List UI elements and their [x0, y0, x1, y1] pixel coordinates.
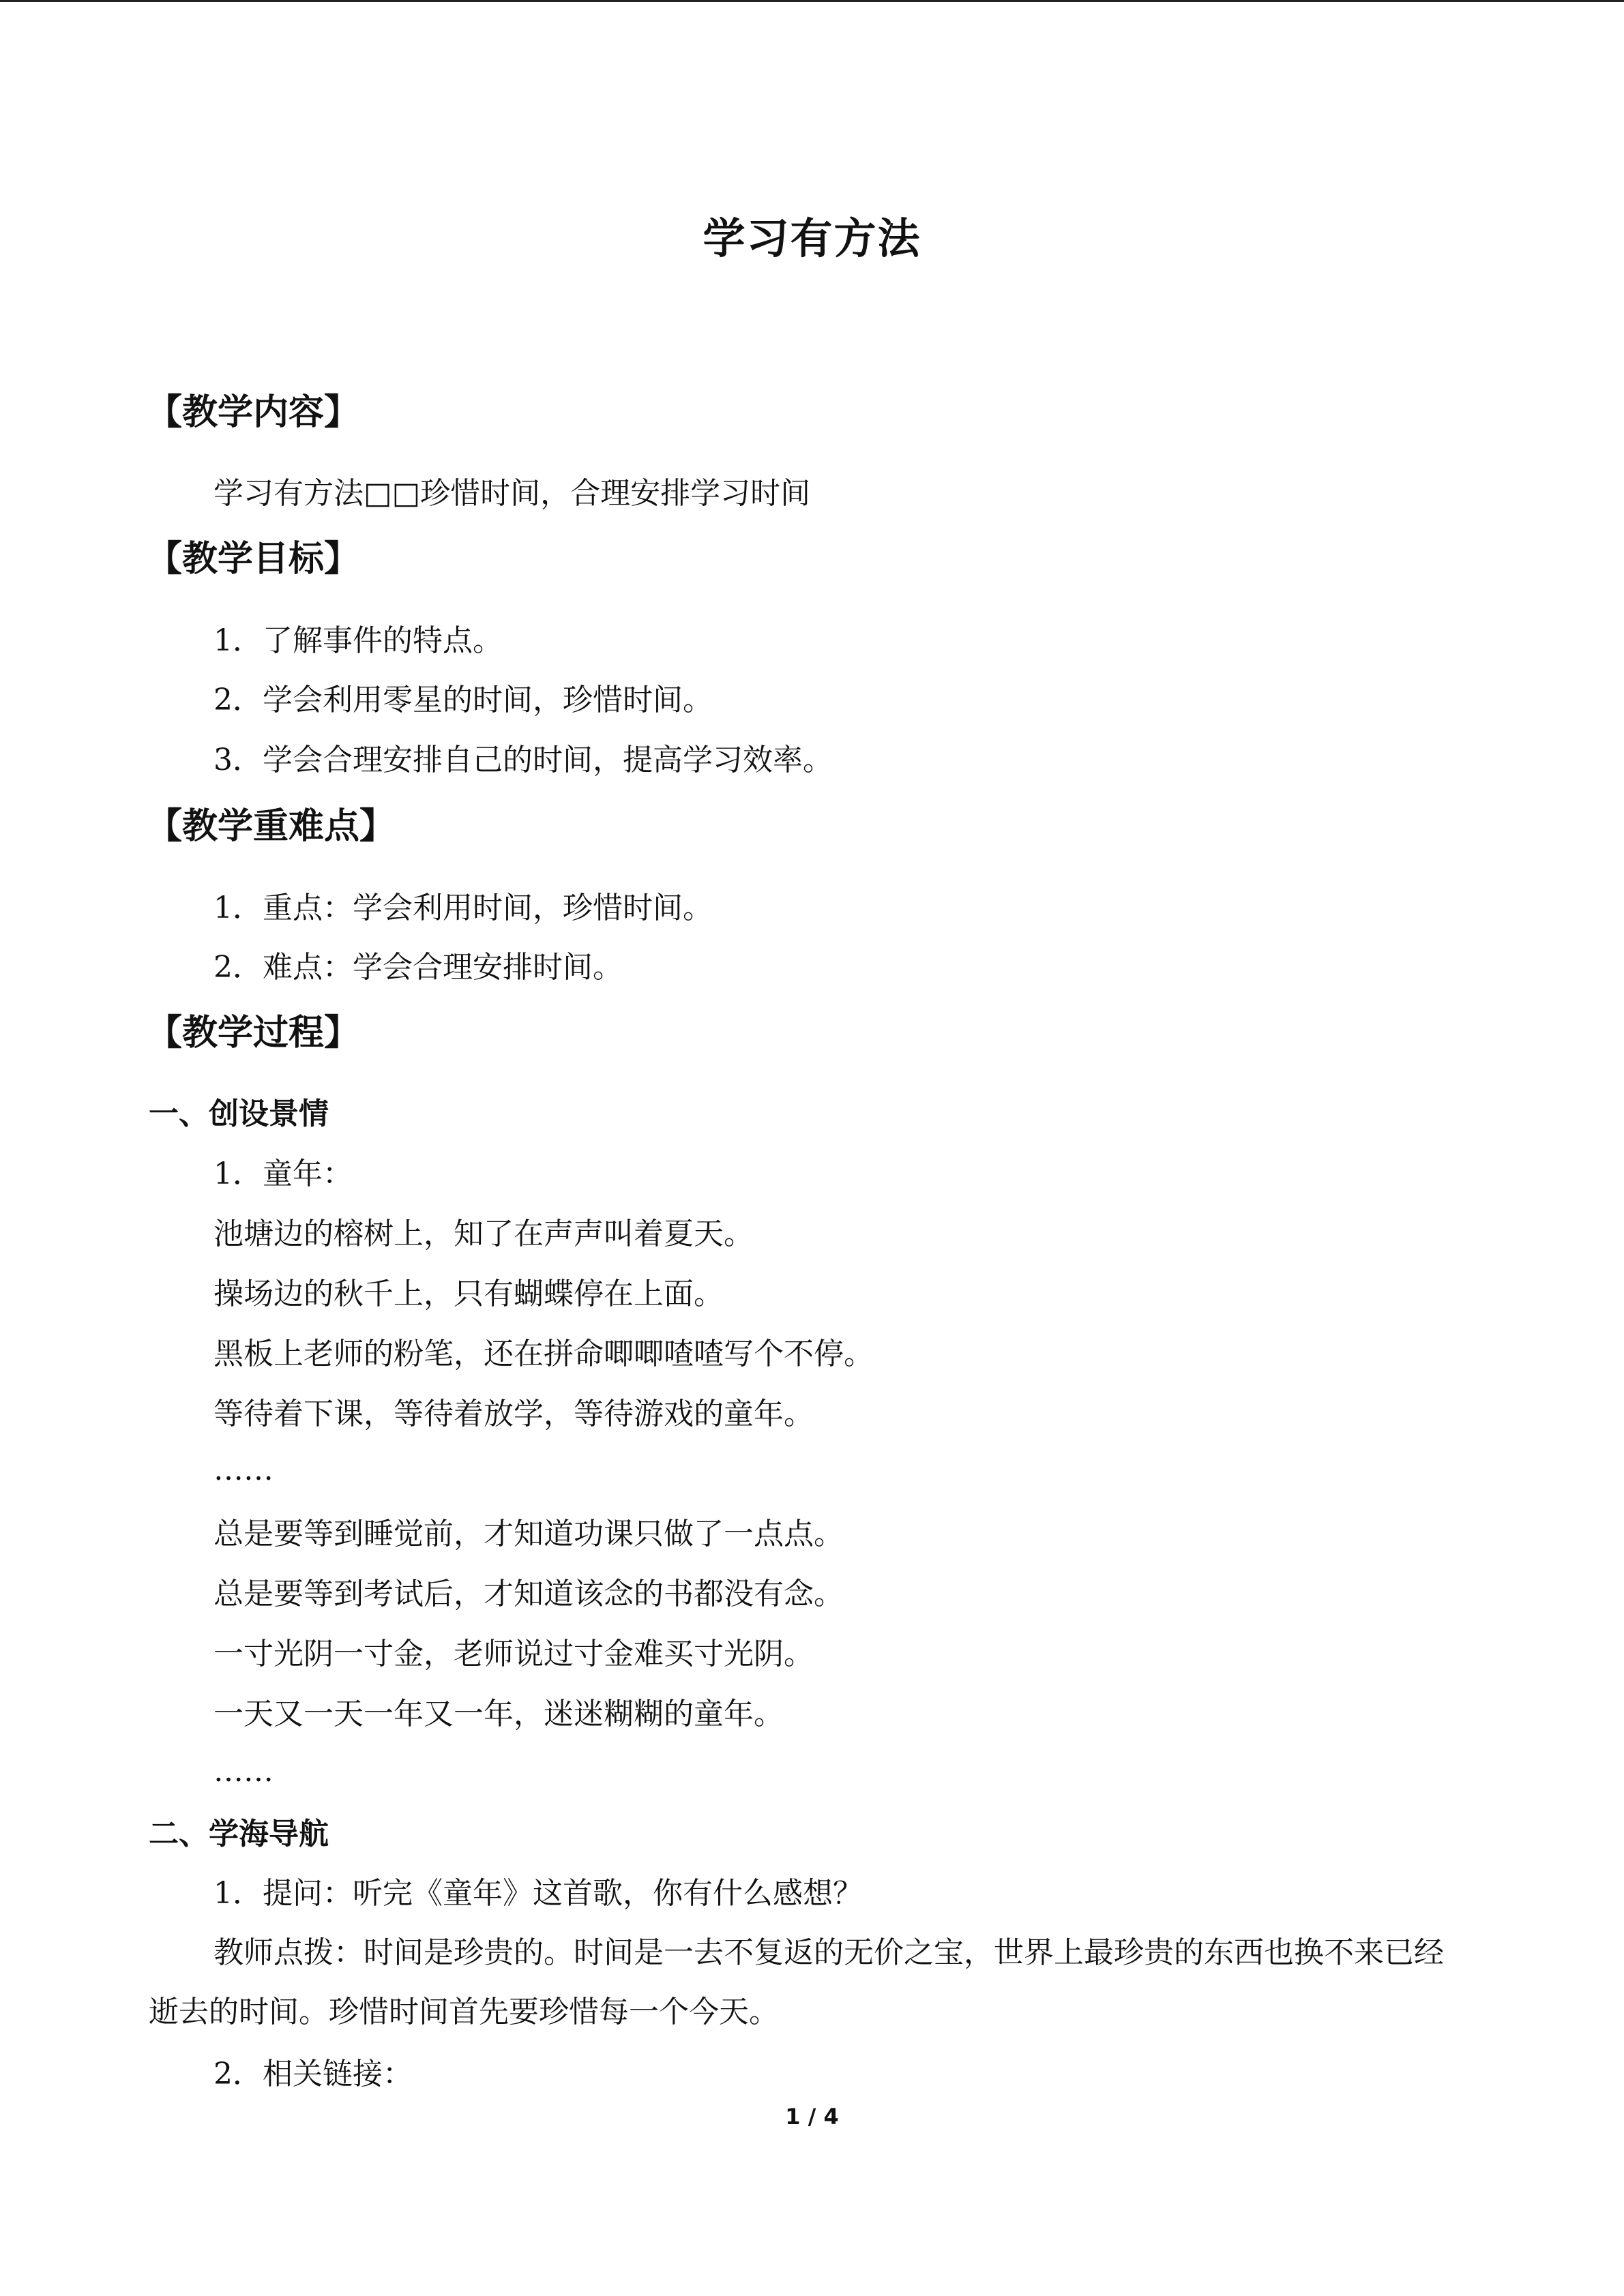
section-heading-process: 【教学过程】: [147, 1013, 360, 1054]
poem-ellipsis-1: ……: [213, 1452, 274, 1487]
poem-line-6: 总是要等到睡觉前，才知道功课只做了一点点。: [213, 1517, 844, 1551]
poem-line-7: 总是要等到考试后，才知道该念的书都没有念。: [213, 1577, 844, 1611]
section-heading-content: 【教学内容】: [147, 392, 360, 433]
section-heading-key-points: 【教学重难点】: [147, 806, 396, 847]
process-part1-heading: 一、创设景情: [149, 1097, 329, 1131]
poem-line-2: 池塘边的榕树上，知了在声声叫着夏天。: [213, 1217, 754, 1251]
poem-ellipsis-2: ……: [213, 1754, 274, 1789]
poem-line-9: 一天又一天一年又一年，迷迷糊糊的童年。: [213, 1697, 784, 1731]
related-links-line: 2．相关链接：: [213, 2057, 413, 2091]
process-part2-heading: 二、学海导航: [149, 1817, 329, 1851]
content-text: 学习有方法□□珍惜时间，合理安排学习时间: [213, 476, 811, 511]
poem-line-1: 1．童年：: [213, 1157, 353, 1191]
poem-line-3: 操场边的秋千上，只有蝴蝶停在上面。: [213, 1277, 724, 1311]
key-point-item-1: 1．重点：学会利用时间，珍惜时间。: [213, 891, 713, 925]
poem-line-4: 黑板上老师的粉笔，还在拼命唧唧喳喳写个不停。: [213, 1337, 874, 1371]
section-heading-goals: 【教学目标】: [147, 539, 360, 580]
teacher-note-paragraph: 教师点拨：时间是珍贵的。时间是一去不复返的无价之宝，世界上最珍贵的东西也换不来已经逝去的时间。珍惜时间首先要珍惜每一个今天。: [149, 1935, 1444, 2029]
document-title: 学习有方法: [703, 213, 921, 263]
poem-line-8: 一寸光阴一寸金，老师说过寸金难买寸光阴。: [213, 1637, 814, 1671]
poem-line-5: 等待着下课，等待着放学，等待游戏的童年。: [213, 1397, 814, 1431]
goal-item-1: 1．了解事件的特点。: [213, 623, 503, 658]
goal-item-3: 3．学会合理安排自己的时间，提高学习效率。: [213, 743, 833, 777]
page-number: 1 / 4: [785, 2104, 839, 2130]
goal-item-2: 2．学会利用零星的时间，珍惜时间。: [213, 683, 713, 717]
key-point-item-2: 2．难点：学会合理安排时间。: [213, 950, 623, 985]
question-line: 1．提问：听完《童年》这首歌，你有什么感想？: [213, 1876, 863, 1911]
